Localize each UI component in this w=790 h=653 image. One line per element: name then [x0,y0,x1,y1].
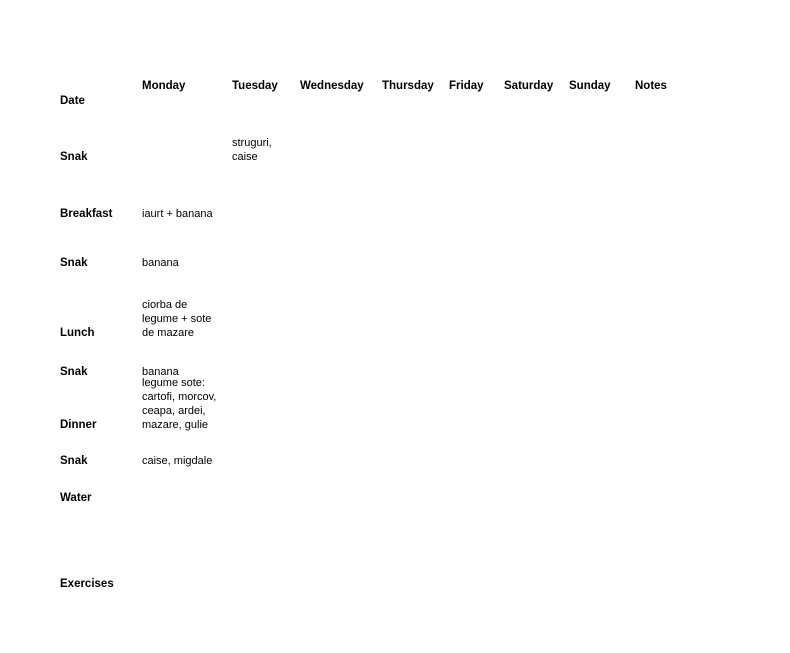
row-label-dinner: Dinner [60,419,97,431]
header-sunday: Sunday [569,80,611,92]
dinner-cell-clip [142,378,232,434]
header-wednesday: Wednesday [300,80,364,92]
header-saturday: Saturday [504,80,554,92]
header-monday: Monday [142,80,186,92]
cell-dinner-monday: legume sote: cartofi, morcov, ceapa, ardei, mazare, gulie [142,378,217,431]
row-label-date: Date [60,95,85,107]
row-label-exercises: Exercises [60,578,114,590]
header-friday: Friday [449,80,484,92]
cell-lunch-monday: ciorba de legume + sote de mazare [142,299,212,339]
cell-breakfast-monday: iaurt + banana [142,208,213,220]
header-thursday: Thursday [382,80,434,92]
row-label-snack-4: Snak [60,455,88,467]
row-label-snack-3: Snak [60,366,88,378]
header-notes: Notes [635,80,667,92]
row-label-breakfast: Breakfast [60,208,113,220]
cell-snack1-tuesday: struguri, caise [232,137,272,163]
cell-snack3-monday: banana [142,366,179,378]
header-tuesday: Tuesday [232,80,278,92]
cell-snack4-monday: caise, migdale [142,455,213,467]
row-label-water: Water [60,492,92,504]
row-label-snack-1: Snak [60,151,88,163]
row-label-lunch: Lunch [60,327,95,339]
row-label-snack-2: Snak [60,257,88,269]
cell-snack2-monday: banana [142,257,179,269]
